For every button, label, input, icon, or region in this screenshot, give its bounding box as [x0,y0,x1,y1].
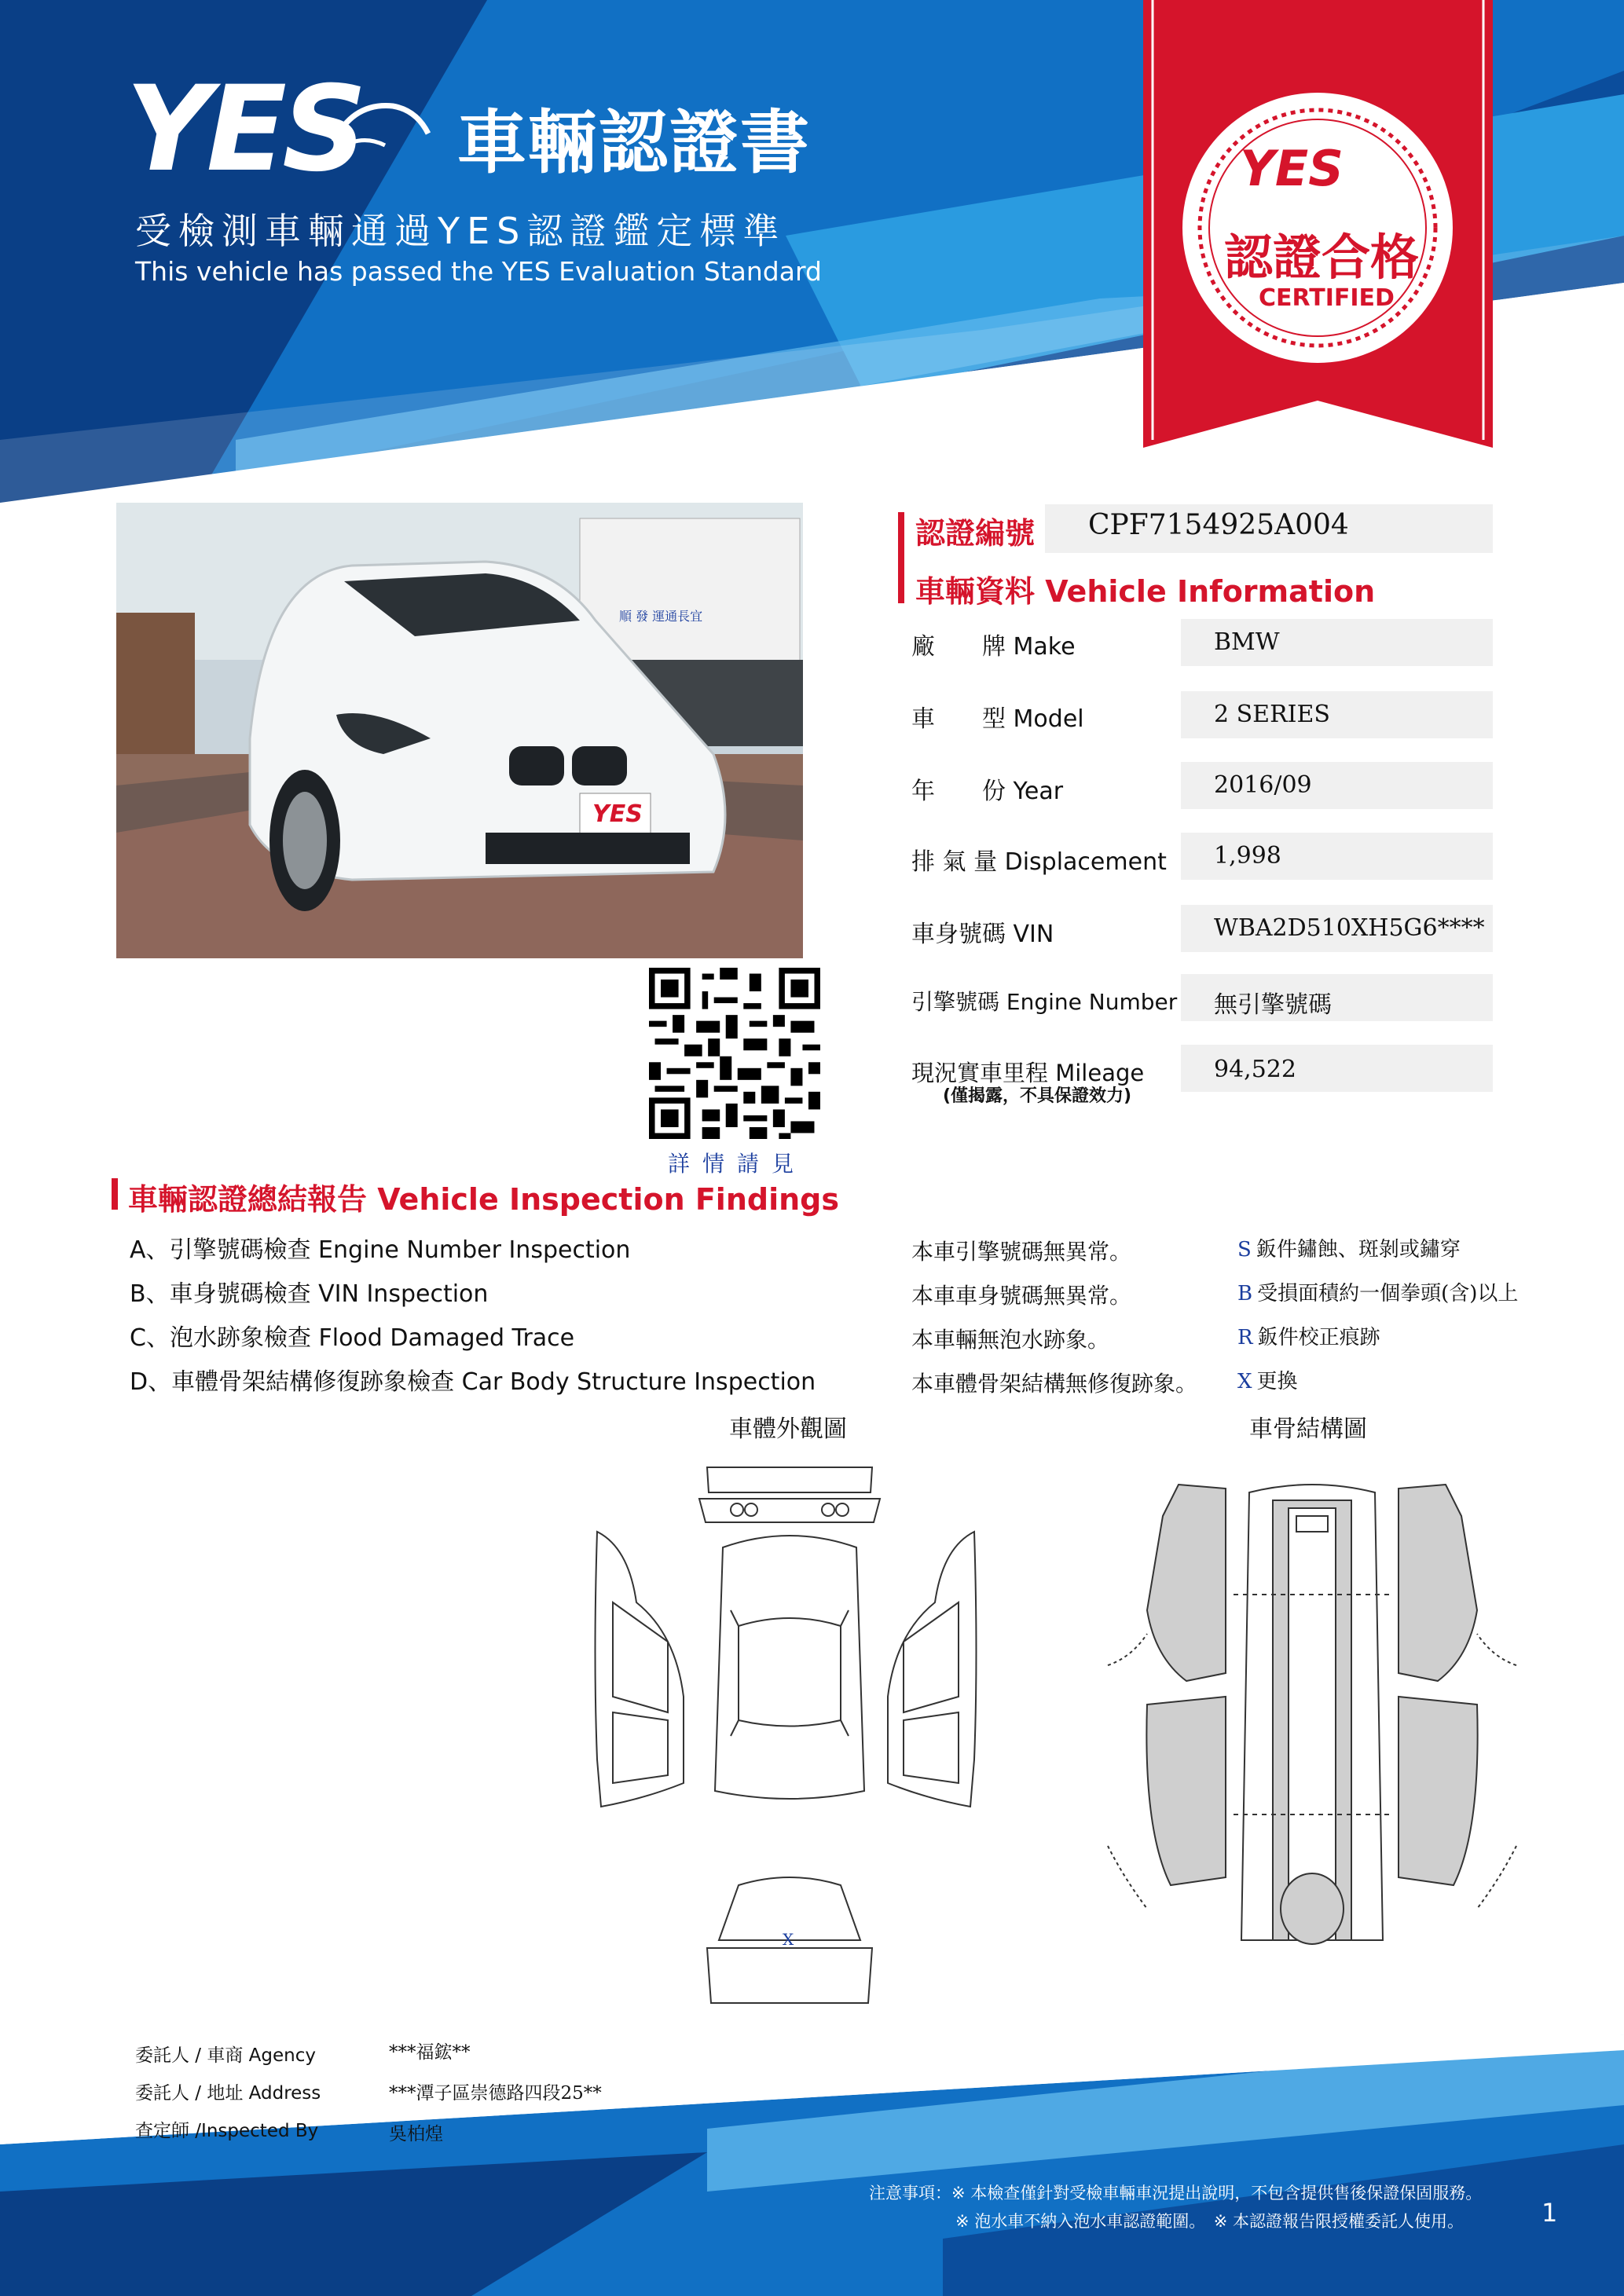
legend-x [1237,1365,1298,1394]
inspector-label: 查定師 /Inspected By [135,2121,319,2141]
legend-b-symbol: B [1237,1282,1253,1305]
certificate-number: CPF7154925A004 [1088,509,1349,541]
vin-label: 車身號碼 VIN [911,921,1054,948]
model-label: 車 型 Model [911,705,1084,733]
engine-number-label: 引擎號碼 Engine Number [911,989,1178,1015]
vehicle-photo [116,503,803,958]
make-value: BMW [1214,628,1280,656]
car-swoosh-icon [330,86,432,157]
displacement-label: 排 氣 量 Displacement [911,848,1167,876]
vehicle-info-title: 車輛資料 Vehicle Information [915,574,1376,609]
address-value: ***潭子區崇德路四段25** [389,2083,602,2104]
footer-background [0,2034,1624,2296]
mileage-note: (僅揭露，不具保證效力) [943,1086,1132,1106]
truck-lettering: 順 發 運通長宜 [619,609,703,624]
finding-d-label: D、車體骨架結構修復跡象檢查 Car Body Structure Inspection [130,1368,816,1396]
finding-d-result: 本車體骨架結構無修復跡象。 [911,1371,1198,1397]
displacement-value: 1,998 [1214,842,1281,870]
legend-s-symbol: S [1237,1238,1252,1262]
section-marker [898,512,904,603]
page-title: 車輛認證書 [457,102,812,183]
certificate-number-label: 認證編號 [915,516,1036,551]
footer-note-1: 注意事項：※ 本檢查僅針對受檢車輛車況提出說明，不包含提供售後保證保固服務。 [869,2184,1483,2203]
legend-r-symbol: R [1237,1326,1253,1349]
plate-logo: YES [592,800,643,828]
subtitle-english: This vehicle has passed the YES Evaluation Standard [135,256,822,287]
finding-b-result: 本車車身號碼無異常。 [911,1283,1132,1309]
qr-code[interactable] [649,968,820,1139]
finding-c-result: 本車輛無泡水跡象。 [911,1327,1110,1353]
legend-s-text: 鈑件鏽蝕、斑剝或鏽穿 [1256,1238,1461,1262]
finding-c-label: C、泡水跡象檢查 Flood Damaged Trace [130,1324,575,1352]
legend-r-text: 鈑件校正痕跡 [1257,1326,1380,1349]
mileage-label: 現況實車里程 Mileage [911,1060,1145,1086]
legend-b-text: 受損面積約一個拳頭(含)以上 [1257,1282,1519,1305]
findings-title: 車輛認證總結報告 Vehicle Inspection Findings [128,1182,839,1217]
address-label: 委託人 / 地址 Address [135,2083,321,2104]
finding-b-label: B、車身號碼檢查 VIN Inspection [130,1280,489,1308]
seal-logo: YES [1240,140,1344,197]
subtitle-chinese: 受檢測車輛通過YES認證鑑定標準 [135,210,786,252]
exterior-diagram-title: 車體外觀圖 [729,1415,847,1443]
make-label: 廠 牌 Make [911,633,1076,661]
agency-value: ***福鋐** [389,2042,471,2063]
inspector-value: 吳柏煌 [389,2124,443,2144]
exterior-mark-x: X [783,1930,794,1949]
legend-s [1237,1233,1461,1262]
engine-number-value: 無引擎號碼 [1214,991,1332,1019]
footer-note-2: ※ 泡水車不納入泡水車認證範圍。 ※ 本認證報告限授權委託人使用。 [955,2212,1465,2231]
legend-r [1237,1321,1380,1350]
qr-caption: 詳情請見 [668,1151,807,1177]
year-label: 年 份 Year [911,778,1064,805]
model-value: 2 SERIES [1214,701,1330,728]
structure-diagram [1100,1469,1524,1972]
year-value: 2016/09 [1214,771,1312,799]
yes-logo: YES [126,61,363,198]
finding-a-label: A、引擎號碼檢查 Engine Number Inspection [130,1236,631,1264]
legend-b [1237,1277,1518,1306]
legend-x-text: 更換 [1256,1370,1298,1393]
finding-a-result: 本車引擎號碼無異常。 [911,1239,1132,1265]
page-number: 1 [1542,2198,1558,2228]
exterior-diagram [581,1461,990,2011]
legend-x-symbol: X [1237,1370,1252,1393]
structure-diagram-title: 車骨結構圖 [1249,1415,1367,1443]
mileage-value: 94,522 [1214,1056,1296,1083]
findings-marker [112,1178,118,1210]
seal-certified-label: CERTIFIED [1259,284,1395,312]
vin-value: WBA2D510XH5G6**** [1214,914,1485,942]
seal-main-text: 認證合格 [1224,229,1420,286]
agency-label: 委託人 / 車商 Agency [135,2045,316,2066]
